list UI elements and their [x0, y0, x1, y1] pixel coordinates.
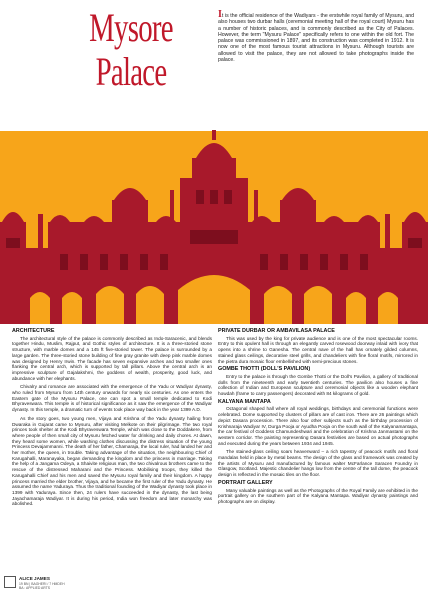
section-heading: KALYANA MANTAPA [218, 398, 271, 405]
right-end-turret [402, 222, 428, 282]
section-heading: ARCHITECTURE [12, 328, 55, 334]
palace-illustration [0, 130, 428, 324]
author-details [19, 582, 89, 590]
central-tower-top [192, 158, 236, 180]
right-column [218, 327, 418, 508]
page-title [84, 6, 178, 94]
section-heading: PORTRAIT GALLERY [218, 479, 273, 486]
title-line-1: Mysore [89, 5, 173, 50]
section-paragraph: The stained-glass ceiling soars heavenward – a rich tapestry of peacock motifs and floral mandalas held in place by metal beams. The design of the glass and framework was created by the artists of Mysuru and manufactured by famous walter McFarlance Saracen Foundry in Glasgow, Scotland. Majestic chandelier hangs low from the centre of the tall dome, the peacock design is reflected in the mosaic tiles on the floor. [218, 449, 418, 478]
intro-dropcap: I [218, 9, 222, 20]
central-dome [196, 143, 232, 158]
left-column [12, 327, 212, 510]
section-paragraph: Octagonal shaped hall where all royal weddings, birthdays and ceremonial functions were celebrated. Dome supported by clusters of pillars are of cast iron. There are 26 paintings which depict Dasara procession. There also four other subjects such as the birthday procession of Krishnaraja Wadiyar IV, Durga Pooja or Ayudha Pooja on the south wall of the Kalyanamantapa, the car festival of Goddess Chamundeshwari and the celebration of Krishna Janmastami on the western corridor. The painting representing Dasara festivities are based on actual photographs and executed during the years between 1934 and 1945. [218, 406, 418, 446]
title-line-2: Palace [95, 49, 167, 94]
section-heading: GOMBE THOTTI (DOLL'S PAVILION) [218, 366, 311, 373]
section-paragraph: This was used by the king for private audience and is one of the most spectacular rooms. Entry to this opulent hall is through an elegantly carved rosewood doorway inlaid with ivory that opens into a shrine to Ganesha. The central nave of the hall has ornately gilded columns, stained glass ceilings, decorative steel grills, and chandeliers with fine floral motifs, mirrored in the pietra dura mosaic floor embellished with semi-precious stones. [218, 335, 418, 364]
author-details-line-1: 19 BN | BAGHERI / 7 HMDEH [19, 582, 65, 586]
section-paragraph: Chivalry and romance are associated with the emergence of the Yadu or Wadiyar dynasty, who ruled from Mysuru from 14th century onwards for nearly six centuries. As one enters the Eastern gate of the Mysuru Palace, one can spot a small temple dedicated to Kodi Bhyraveswara. This temple is of historical significance as it saw the emergence of the Wadiyar dynasty. In this temple, a dramatic turn of events took place way back in the year 1399 A.D. [12, 384, 212, 413]
intro-text: t is the official residence of the Wadiyars - the erstwhile royal family of Mysuru, and also houses two durbar halls (ceremonial meeting hall of the royal court) Mysuru has a number of historic palaces, and is commonly described as the City of Palaces. However, the term "Mysuru Palace" specifically refers to one within the old fort. The palace was commissioned in 1897, and its construction was completed in 1912. It is now one of the most famous tourist attractions in Mysuru. Although tourists are allowed to visit the palace, they are not allowed to take photographs inside the palace. [218, 13, 414, 64]
section-paragraph: The architectural style of the palace is commonly described as Indo-Saracenic, and blends together Hindu, Muslim, Rajput, and Gothic styles of architecture. It is a three-storied stone structure, with marble domes and a 145 ft five-storied tower. The palace is surrounded by a large garden. The three-storied stone building of fine gray granite with deep pink marble domes was designed by Henry Irwin. The facade has seven expansive arches and two smaller ones flanking the central arch, which is supported by tall pillars. Above the central arch is an impressive sculpture of Gajalakshmi, the goddess of wealth, prosperity, good luck, and abundance with her elephants. [12, 335, 212, 381]
right-tower [280, 200, 316, 226]
author-details-line-2: BA : APPLIED ARTS [19, 586, 51, 590]
section-paragraph: Entry to the palace is through the Gombe Thotti or the Doll's Pavilion, a gallery of traditional dolls from the nineteenth and early twentieth centuries. The pavilion also houses a fine collection of Indian and European sculpture and ceremonial objects like a wooden elephant howdah (frame to carry passengers) decorated with 84 kilograms of gold. [218, 373, 418, 397]
section-paragraph: As the story goes, two young men, Vijaya and Krishna of the Yadu dynasty hailing from Dwaraka in Gujarat came to Mysuru, after visiting Melkote on their pilgrimage. The two royal princes took shelter at the Kodi Bhyraveswara Temple, which was close to the Doddakere, from where people of then small city of Mysuru fetched water for drinking and daily chores. At dawn, they heard some women, while washing clothes discussing the distress situation of the young Princess Devajammanni. The death of her father, Chamaraja, the local ruler, had landed her and her mother, the queen, in trouble. Taking advantage of the situation, the neighbouring Chief of Karugahalli, Maranayaka, began demanding the kingdom and the princess in marriage. Taking the help of a Jangama Odeya, a Shaivite religious man, the two chivalrous brothers came to the rescue of the distressed Maharani and the Princess. Mobilising troops, they killed the Karugahalli Chief and his men and saved the Mysuru royal family and their kingdom. A happy princess married the elder brother, Vijaya, and he became the first ruler of the Yadu dynasty. He assumed the name Yaduraya. Thus the traditional founding of the Wadiyar dynasty took place in 1399 with Yaduraya. Since then, 24 rulers have succeeded in the dynasty, the last being Jayachamaraja Wadiyar. It is during his period, India won freedom and later monarchy was abolished. [12, 415, 212, 507]
left-end-turret [0, 222, 26, 282]
author-name: ALICE JAMES [19, 576, 50, 581]
section-paragraph: Many valuable paintings as well as the Photographs of the Royal Family are exhibited in the portrait gallery on the southern part of the Kalyana Mantapa. Wadiyar dynasty paintings and photographs are on display. [218, 487, 418, 504]
section-heading: PRIVATE DURBAR OR AMBAVILASA PALACE [218, 328, 335, 334]
left-tower [112, 200, 148, 226]
intro-paragraph [218, 9, 414, 64]
logo-mark-icon [4, 576, 16, 588]
credit-footer [4, 574, 84, 592]
